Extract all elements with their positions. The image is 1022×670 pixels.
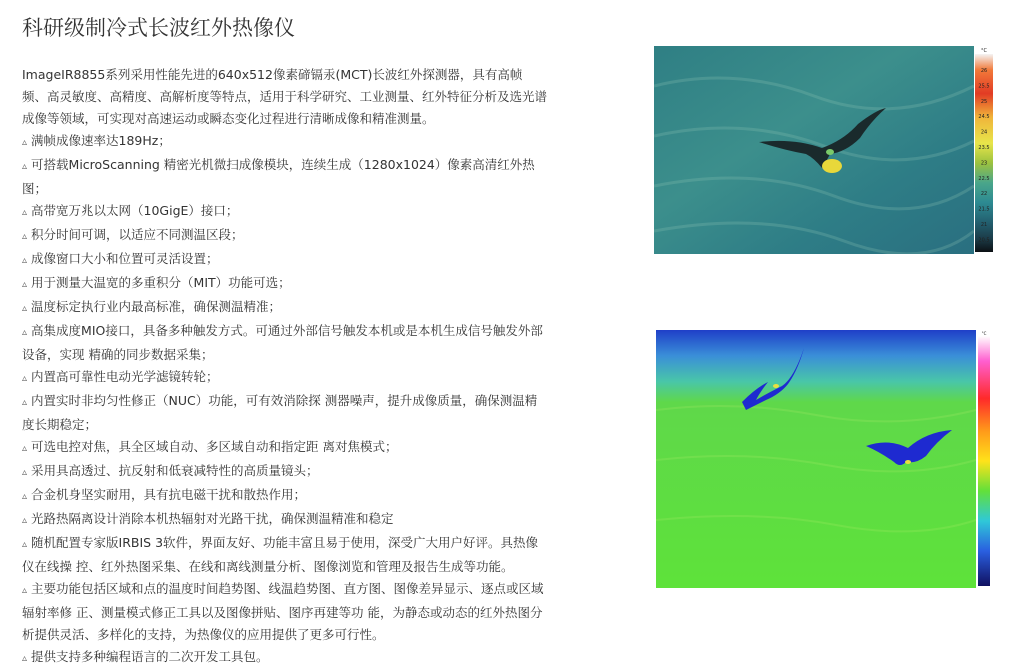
feature-item bbox=[22, 296, 547, 320]
scale-tick-label: 23.5 bbox=[978, 145, 990, 151]
scale-tick-label: 23 bbox=[980, 160, 988, 167]
feature-text: 提供支持多种编程语言的二次开发工具包。 bbox=[31, 649, 269, 664]
feature-text: 合金机身坚实耐用，具有抗电磁干扰和散热作用； bbox=[31, 487, 307, 502]
bullet-icon: ▵ bbox=[22, 443, 28, 454]
bullet-icon: ▵ bbox=[22, 231, 28, 242]
scale-tick-label: 22.5 bbox=[978, 175, 990, 182]
feature-text: 随机配置专家版IRBIS 3软件，界面友好、功能丰富且易于使用，深受广大用户好评。具热像仪在线操 控、红外热图采集、在线和离线测量分析、图像浏览和管理及报告生成等功能。 bbox=[22, 535, 539, 574]
scale-tick-label: 20.5 bbox=[978, 237, 990, 244]
feature-text: 主要功能包括区域和点的温度时间趋势图、线温趋势图、直方图、图像差异显示、逐点或区域辐射率修 正、测量模式修正工具以及图像拼贴、图序再建等功 能，为静态或动态的红外热图分析提供灵活、多样化的支持，为热像仪的应用提供了更多可行性。 bbox=[22, 581, 544, 642]
feature-item bbox=[22, 460, 547, 484]
scale-unit: °C bbox=[981, 331, 987, 336]
feature-text: 采用具高透过、抗反射和低衰减特性的高质量镜头； bbox=[31, 463, 319, 478]
feature-item bbox=[22, 484, 547, 508]
scale-tick-label: 22 bbox=[980, 191, 988, 198]
bullet-icon: ▵ bbox=[22, 373, 28, 384]
product-description bbox=[22, 64, 547, 670]
bullet-icon: ▵ bbox=[22, 585, 28, 596]
bullet-icon: ▵ bbox=[22, 255, 28, 266]
feature-item bbox=[22, 200, 547, 224]
feature-item bbox=[22, 320, 547, 366]
feature-text: 积分时间可调，以适应不同测温区段； bbox=[31, 227, 244, 242]
feature-text: 可搭载MicroScanning 精密光机微扫成像模块，连续生成（1280x1024）像素高清红外热图； bbox=[22, 157, 535, 196]
temperature-scale-bar bbox=[978, 336, 990, 586]
thermal-background bbox=[656, 330, 976, 588]
feature-text: 可选电控对焦，具全区域自动、多区域自动和指定距 离对焦模式； bbox=[31, 439, 398, 454]
bullet-icon: ▵ bbox=[22, 207, 28, 218]
page-title: 科研级制冷式长波红外热像仪 bbox=[22, 16, 295, 40]
feature-item bbox=[22, 436, 547, 460]
scale-tick-label: 21 bbox=[980, 222, 988, 228]
scale-tick-label: 25 bbox=[980, 98, 988, 105]
feature-text: 内置高可靠性电动光学滤镜转轮； bbox=[31, 369, 219, 384]
bird-hotspot bbox=[822, 159, 842, 173]
scale-tick-label: 26 bbox=[980, 68, 988, 74]
feature-item bbox=[22, 154, 547, 200]
bullet-icon: ▵ bbox=[22, 467, 28, 478]
feature-item bbox=[22, 532, 547, 578]
bullet-icon: ▵ bbox=[22, 539, 28, 550]
feature-item bbox=[22, 224, 547, 248]
feature-item bbox=[22, 272, 547, 296]
scale-tick-label: 21.5 bbox=[978, 206, 990, 213]
bullet-icon: ▵ bbox=[22, 515, 28, 526]
bullet-icon: ▵ bbox=[22, 653, 28, 664]
feature-text: 内置实时非均匀性修正（NUC）功能，可有效消除探 测器噪声，提升成像质量，确保测温精度长期稳定； bbox=[22, 393, 538, 432]
feature-item bbox=[22, 248, 547, 272]
feature-text: 温度标定执行业内最高标准，确保测温精准； bbox=[31, 299, 282, 314]
bullet-icon: ▵ bbox=[22, 137, 28, 148]
bullet-icon: ▵ bbox=[22, 397, 28, 408]
bullet-icon: ▵ bbox=[22, 491, 28, 502]
feature-item bbox=[22, 578, 547, 646]
feature-item bbox=[22, 390, 547, 436]
scale-tick-label: 24.5 bbox=[978, 114, 990, 121]
feature-item bbox=[22, 130, 547, 154]
feature-text: 高集成度MIO接口，具备多种触发方式。可通过外部信号触发本机或是本机生成信号触发外部设备，实现 精确的同步数据采集； bbox=[22, 323, 543, 362]
scale-tick-label: 24 bbox=[980, 129, 988, 136]
feature-item bbox=[22, 366, 547, 390]
thermal-image-birds-green bbox=[656, 330, 992, 588]
bullet-icon: ▵ bbox=[22, 161, 28, 172]
bullet-icon: ▵ bbox=[22, 279, 28, 290]
feature-text: 用于测量大温宽的多重积分（MIT）功能可选； bbox=[31, 275, 291, 290]
feature-item bbox=[22, 508, 547, 532]
feature-list bbox=[22, 130, 547, 670]
scale-unit: °C bbox=[981, 48, 987, 54]
feature-text: 高带宽万兆以太网（10GigE）接口； bbox=[31, 203, 239, 218]
bullet-icon: ▵ bbox=[22, 303, 28, 314]
intro-paragraph: ImageIR8855系列采用性能先进的640x512像素碲镉汞(MCT)长波红外探测器，具有高帧频、高灵敏度、高精度、高解析度等特点，适用于科学研究、工业测量、红外特征分析及选光谱成像等领域，可实现对高速运动或瞬态变化过程进行清晰成像和精准测量。 bbox=[22, 67, 548, 126]
bullet-icon: ▵ bbox=[22, 327, 28, 338]
feature-text: 成像窗口大小和位置可灵活设置； bbox=[31, 251, 219, 266]
feature-text: 满帧成像速率达189Hz； bbox=[31, 133, 171, 148]
scale-tick-label: 25.5 bbox=[978, 83, 990, 90]
thermal-image-bird-teal bbox=[654, 46, 994, 254]
feature-text: 光路热隔离设计消除本机热辐射对光路干扰，确保测温精准和稳定 bbox=[31, 511, 394, 526]
